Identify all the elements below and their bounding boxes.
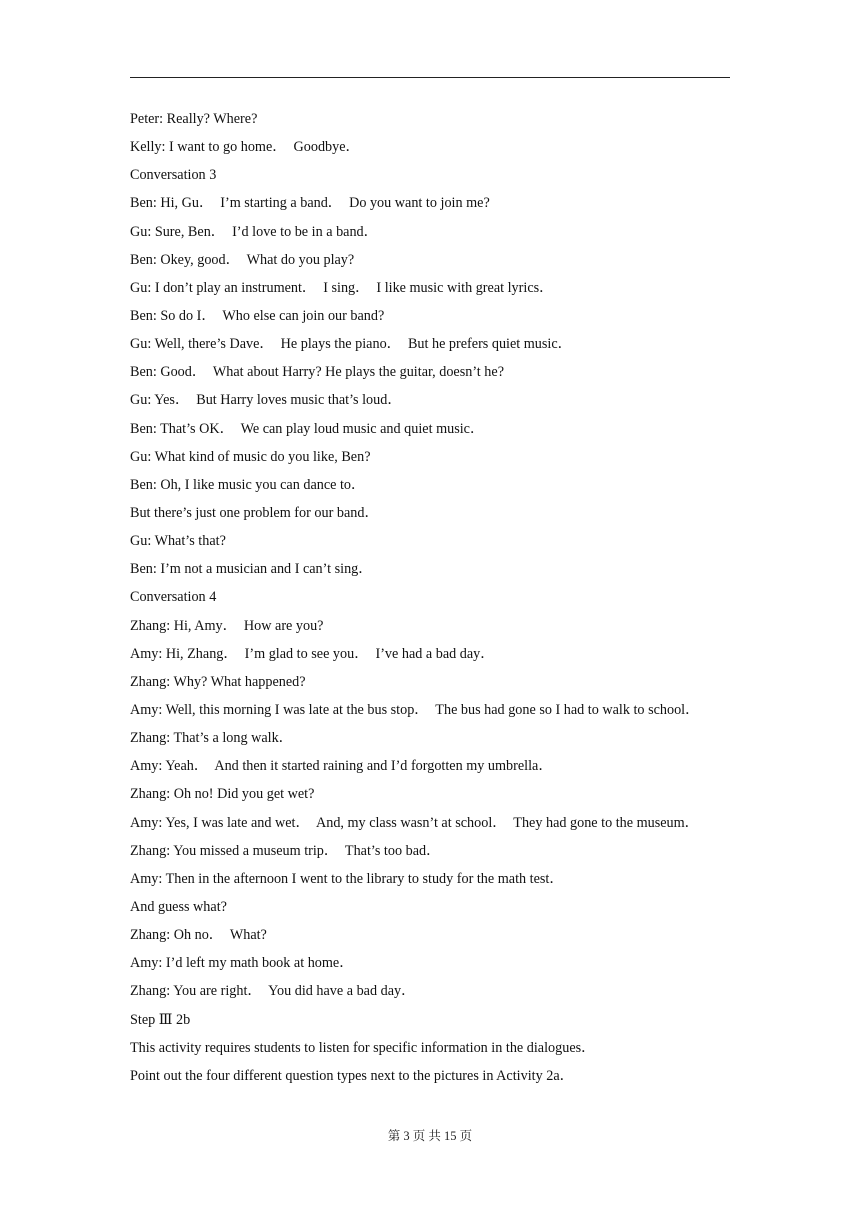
text-line: Gu: I don’t play an instrument． I sing． I like music with great lyrics． [130,279,554,296]
text-line: Zhang: Hi, Amy． How are you? [130,617,324,634]
text-line: Amy: Then in the afternoon I went to the library to study for the math test． [130,870,564,887]
text-line: And guess what? [130,898,227,915]
text-line: Peter: Really? Where? [130,111,258,127]
text-line: This activity requires students to listen for specific information in the dialogues． [130,1039,596,1056]
text-line: Gu: Well, there’s Dave． He plays the piano． But he prefers quiet music． [130,336,572,353]
text-line: Zhang: That’s a long walk． [130,730,293,747]
text-line: Point out the four different question types next to the pictures in Activity 2a． [130,1067,574,1084]
text-line: Ben: Oh, I like music you can dance to． [130,476,366,493]
text-line: Ben: Good． What about Harry? He plays the guitar, doesn’t he? [130,364,504,381]
text-line: Amy: Yes, I was late and wet． And, my class wasn’t at school． They had gone to the museum． [130,814,699,831]
text-line: Amy: I’d left my math book at home． [130,955,354,972]
text-line: Zhang: Oh no! Did you get wet? [130,786,315,803]
text-line: Gu: Yes． But Harry loves music that’s loud． [130,392,402,409]
text-line: Gu: What kind of music do you like, Ben? [130,448,371,465]
header-rule [130,77,730,78]
text-line: Amy: Hi, Zhang． I’m glad to see you． I’ve had a bad day． [130,645,495,662]
text-line: Amy: Well, this morning I was late at the bus stop． The bus had gone so I had to walk to school． [130,701,700,718]
text-line: Kelly: I want to go home． Goodbye． [130,139,360,156]
text-line: Zhang: You are right． You did have a bad day． [130,983,416,1000]
page-footer: 第 3 页 共 15 页 [387,1129,473,1143]
text-line: Gu: What’s that? [130,533,226,550]
text-line: Step Ⅲ 2b [130,1011,191,1028]
text-line: Ben: I’m not a musician and I can’t sing． [130,561,373,578]
text-line: Conversation 3 [130,167,217,184]
text-line: Ben: Okey, good． What do you play? [130,251,355,268]
text-line: But there’s just one problem for our band． [130,504,379,521]
text-line: Ben: So do I． Who else can join our band? [130,307,385,324]
text-line: Amy: Yeah． And then it started raining and I’d forgotten my umbrella． [130,758,553,775]
text-line: Conversation 4 [130,589,217,606]
document-body [130,105,740,1090]
text-line: Gu: Sure, Ben． I’d love to be in a band． [130,223,378,240]
text-line: Ben: That’s OK． We can play loud music and quiet music． [130,420,485,437]
text-line: Zhang: Why? What happened? [130,673,306,690]
text-line: Zhang: You missed a museum trip． That’s too bad． [130,842,441,859]
text-line: Zhang: Oh no． What? [130,927,267,944]
text-line: Ben: Hi, Gu． I’m starting a band． Do you want to join me? [130,195,490,212]
